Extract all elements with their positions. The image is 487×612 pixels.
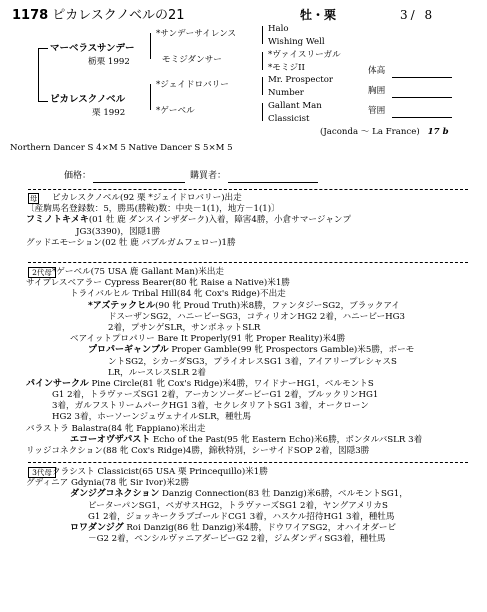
highlight-name: *アズテックヒル xyxy=(88,300,156,311)
record-line: G1 2着，ジョッキークラブゴールドCG1 3着，ハスケル招待HG1 3着，種牡馬 xyxy=(88,511,395,522)
g3-5: Number xyxy=(268,88,304,98)
divider xyxy=(28,262,468,263)
chest-label: 胸囲 xyxy=(368,86,386,96)
cannon-label: 管囲 xyxy=(368,106,386,116)
ped-bracket xyxy=(262,77,263,95)
ped-bracket xyxy=(38,48,39,102)
page-number: 3/ 8 xyxy=(400,8,436,22)
record-line xyxy=(26,215,351,226)
record-line: －G2 2着，ペンシルヴァニアダービーG2 2着，ジムダンディSG3着，種牡馬 xyxy=(88,534,386,545)
record-line: 〔産駒馬名登録数：5，勝馬(勝鞍)数：中央－1(1)，地方－1(1)〕 xyxy=(26,204,280,215)
highlight-name: パインサークル xyxy=(26,378,89,389)
record-line: HG2 3着，ホーソーンジュヴェナイルSLR，種牡馬 xyxy=(52,412,251,423)
g3-4: Mr. Prospector xyxy=(268,75,334,85)
ped-line xyxy=(38,48,48,49)
sire-name: マーベラスサンデー xyxy=(50,43,135,54)
ped-bracket xyxy=(150,33,151,59)
record-line: グッドエモーション(02 牡 鹿 バブルガムフェロー)1勝 xyxy=(26,237,236,248)
record-text: Proper Gamble(99 牝 Prospectors Gamble)米5勝，ボーモ xyxy=(168,345,415,356)
highlight-name: プロパーギャンブル xyxy=(88,345,169,356)
dam-origin: 栗 1992 xyxy=(92,108,126,118)
chest-field[interactable] xyxy=(392,97,452,98)
highlight-name: ロワダンジグ xyxy=(70,522,124,533)
record-line xyxy=(26,379,422,390)
g3-6: Gallant Man xyxy=(268,101,322,111)
record-text: (01 牡 鹿 ダンスインザダーク)入着，障害4勝，小倉サマージャンプ xyxy=(88,215,352,226)
cannon-field[interactable] xyxy=(392,117,452,118)
record-line: G1 2着，トラヴァーズSG1 2着，アーカンソーダービーG1 2着，ブルックリンHG1 xyxy=(52,390,379,401)
g3-1: Wishing Well xyxy=(268,37,325,47)
record-line: ベアイットプロパリー Bare It Properly(91 牝 Proper Reality)米4勝 xyxy=(70,334,346,345)
record-line: JG3(3390)，図隠1勝 xyxy=(76,226,161,237)
highlight-name: フミノトキメキ xyxy=(26,215,89,226)
record-text: (90 牝 Proud Truth)米8勝，ファンタジーSG2，ブラックアイ xyxy=(155,300,400,311)
dam-dam: *ゲーベル xyxy=(156,106,195,116)
g3-0: Halo xyxy=(268,24,289,34)
record-line xyxy=(26,435,422,446)
record-line xyxy=(26,489,408,500)
record-line: クラシスト Classicist(65 USA 栗 Princequillo)米1勝 xyxy=(52,467,268,477)
record-line: トライバルヒル Tribal Hill(84 牝 Cox's Ridge)不出走 xyxy=(70,289,286,300)
record-line: ピーターパンSG1，ペガサスHG2，トラヴァーズSG1 2着，ヤングアメリカS xyxy=(88,500,388,511)
dam-box: 母 xyxy=(29,194,38,203)
family-number: 17 b xyxy=(427,127,449,137)
inbreeding: Northern Dancer S 4×M 5 Native Dancer S 5×M 5 xyxy=(10,143,233,153)
ped-bracket xyxy=(262,103,263,121)
buyer-label: 購買者： xyxy=(190,171,227,181)
record-line: 2着，プサンゲSLR，サンボネットSLR xyxy=(108,322,261,333)
record-line xyxy=(26,523,408,534)
ped-bracket xyxy=(262,26,263,44)
g3-2: *ヴァイスリーガル xyxy=(268,50,341,60)
dam-name: ピカレスクノベル xyxy=(50,94,126,105)
highlight-name: エコーオヴザパスト xyxy=(70,434,151,445)
highlight-name: ダンジグコネクション xyxy=(70,489,160,500)
sire-dam: モミジダンサー xyxy=(162,55,222,65)
record-line: サイプレスベアラー Cypress Bearer(80 牝 Raise a Native)米1勝 xyxy=(26,278,290,289)
g2-section xyxy=(26,267,422,457)
family-text: (Jaconda ～ La France) xyxy=(320,127,420,137)
horse-name: ピカレスクノベルの21 xyxy=(52,8,185,23)
dam-sire: *ジェイドロバリー xyxy=(156,80,229,90)
price-field[interactable] xyxy=(93,182,185,183)
g2-box: 2代母 xyxy=(28,267,56,278)
ped-bracket xyxy=(262,52,263,70)
g3-section xyxy=(26,467,408,545)
record-line xyxy=(26,345,422,356)
g3-box: 3代母 xyxy=(28,467,56,478)
sire-origin: 栃栗 1992 xyxy=(88,57,130,67)
record-text: Pine Circle(81 牝 Cox's Ridge)米4勝，ワイドナーHG1，ベルモントS xyxy=(88,378,374,389)
record-line: 3着，ガルフストリームパークHG1 3着，セクレタリアトSG1 3着，オークローン xyxy=(52,401,369,412)
divider xyxy=(28,462,468,463)
sire-sire: *サンデーサイレンス xyxy=(156,29,237,39)
record-line: LR，ルースレスSLR 2着 xyxy=(108,367,206,378)
record-line: ピカレスクノベル(92 栗 *ジェイドロバリー)出走 xyxy=(52,193,242,203)
divider xyxy=(28,189,468,190)
g3-7: Classicist xyxy=(268,114,310,124)
ped-bracket xyxy=(150,84,151,110)
ped-line xyxy=(38,101,48,102)
record-line: リッジコネクション(88 牝 Cox's Ridge)4勝，錦秋特別，シーサイドSOP 2着，図隠3勝 xyxy=(26,446,370,456)
record-line: *ゲーベル(75 USA 鹿 Gallant Man)米出走 xyxy=(52,267,225,277)
record-line: ントSG2，シカーダSG3，プライオレスSG1 3着，アイアリープレシャスS xyxy=(108,356,397,367)
g3-3: *モミジII xyxy=(268,63,305,73)
record-line xyxy=(26,301,422,312)
height-label: 体高 xyxy=(368,66,386,76)
lot-number: 1178 xyxy=(12,8,49,23)
record-line: バラストラ Balastra(84 牝 Fappiano)米出走 xyxy=(26,423,206,434)
dam-section xyxy=(26,193,351,249)
lot-title xyxy=(12,8,185,24)
record-line: グディニア Gdynia(78 牝 Sir Ivor)米2勝 xyxy=(26,478,190,489)
price-label: 価格： xyxy=(64,171,92,181)
record-text: Echo of the Past(95 牝 Eastern Echo)米6勝，ボンタルバSLR 3着 xyxy=(150,434,423,445)
record-text: Danzig Connection(83 牡 Danzig)米6勝，ベルモントSG1， xyxy=(159,489,408,500)
buyer-field[interactable] xyxy=(228,182,318,183)
record-line: ドスーザンSG2，ハニービーSG3，コティリオンHG2 2着，ハニービーHG3 xyxy=(108,311,405,322)
record-text: Roi Danzig(86 牡 Danzig)米4勝，ドウワイアSG2，オハイオダービ xyxy=(123,522,397,533)
sex-color: 牡・栗 xyxy=(300,8,337,22)
height-field[interactable] xyxy=(392,77,452,78)
family-line xyxy=(320,127,449,137)
